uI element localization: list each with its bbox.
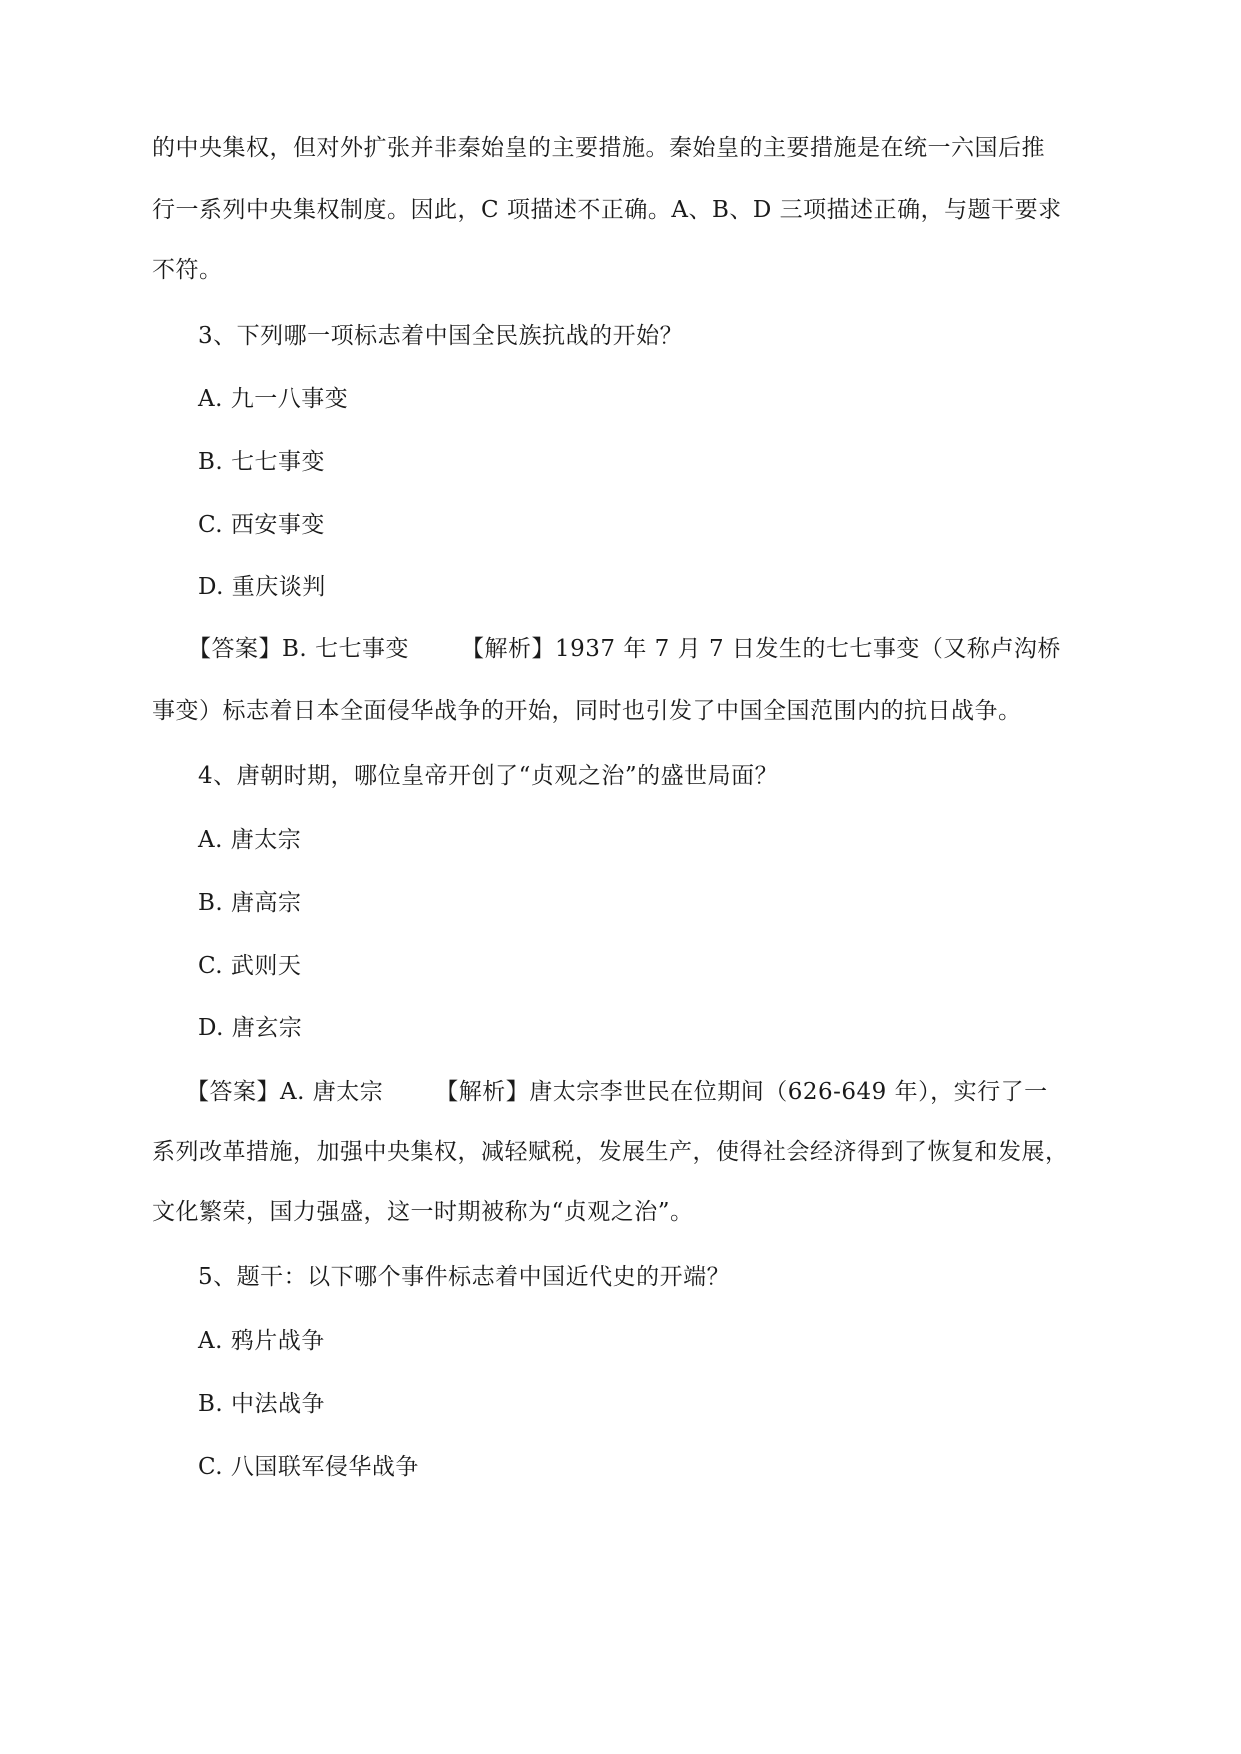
question-4-option-a: A. 唐太宗 (198, 827, 302, 853)
question-4-option-d: D. 唐玄宗 (198, 1015, 303, 1041)
question-3-answer-line (188, 634, 1128, 664)
continuation-line-2: 行一系列中央集权制度。因此，C 项描述不正确。A、B、D 三项描述正确，与题干要求 (152, 197, 1062, 223)
question-4-analysis-line-2: 系列改革措施，加强中央集权，减轻赋税，发展生产，使得社会经济得到了恢复和发展， (152, 1139, 1069, 1165)
question-3-analysis-line-2: 事变）标志着日本全面侵华战争的开始，同时也引发了中国全国范围内的抗日战争。 (152, 698, 1022, 724)
continuation-line-3: 不符。 (152, 257, 223, 283)
question-3-option-c: C. 西安事变 (198, 512, 325, 538)
question-4-stem: 4、唐朝时期，哪位皇帝开创了“贞观之治”的盛世局面？ (198, 763, 779, 789)
question-5-stem: 5、题干：以下哪个事件标志着中国近代史的开端？ (198, 1264, 731, 1290)
question-4-analysis: 【解析】唐太宗李世民在位期间（626-649 年），实行了一 (435, 1079, 1048, 1105)
question-5-option-c: C. 八国联军侵华战争 (198, 1454, 419, 1480)
question-3-option-b: B. 七七事变 (198, 449, 326, 475)
question-4-answer: 【答案】A. 唐太宗 (186, 1079, 384, 1105)
question-4-option-b: B. 唐高宗 (198, 890, 302, 916)
question-3-analysis: 【解析】1937 年 7 月 7 日发生的七七事变（又称卢沟桥 (461, 636, 1061, 662)
question-3-option-d: D. 重庆谈判 (198, 574, 326, 600)
question-4-answer-line (186, 1077, 1126, 1107)
question-3-answer: 【答案】B. 七七事变 (188, 636, 410, 662)
question-5-option-a: A. 鸦片战争 (198, 1328, 325, 1354)
question-4-option-c: C. 武则天 (198, 953, 302, 979)
question-3-stem: 3、下列哪一项标志着中国全民族抗战的开始？ (198, 323, 684, 349)
question-5-option-b: B. 中法战争 (198, 1391, 326, 1417)
continuation-line-1: 的中央集权，但对外扩张并非秦始皇的主要措施。秦始皇的主要措施是在统一六国后推 (152, 135, 1045, 161)
question-3-option-a: A. 九一八事变 (198, 386, 349, 412)
question-4-analysis-line-3: 文化繁荣，国力强盛，这一时期被称为“贞观之治”。 (152, 1199, 694, 1225)
